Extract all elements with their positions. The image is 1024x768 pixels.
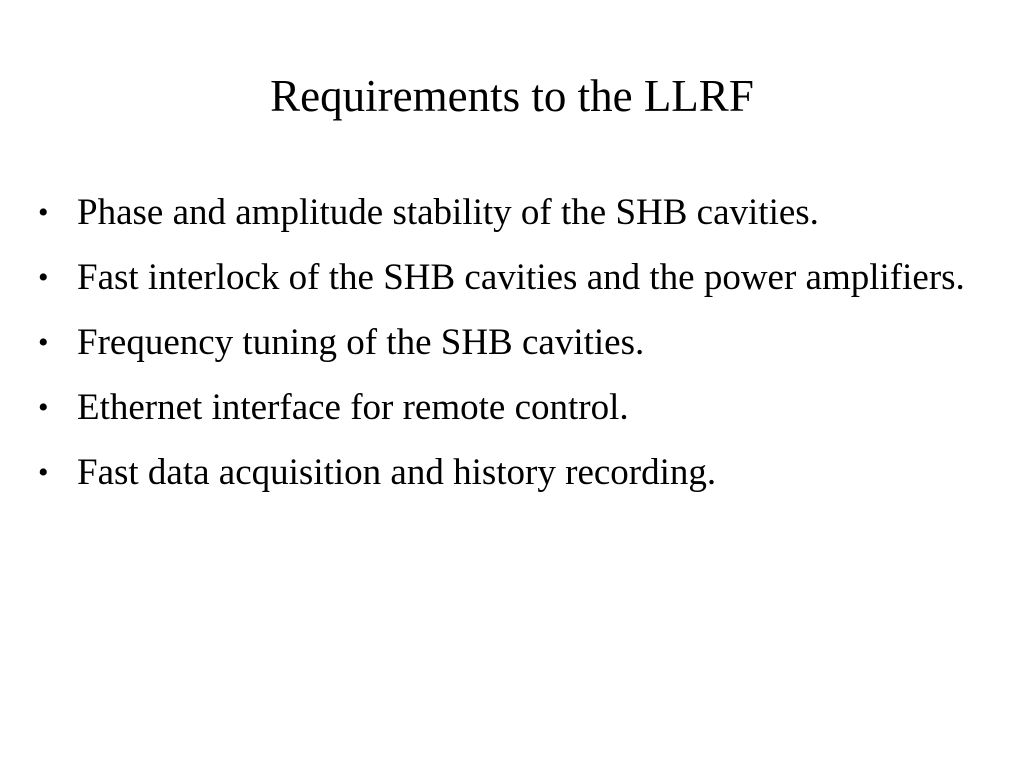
list-item bbox=[38, 450, 986, 496]
list-item-text: Fast data acquisition and history recording. bbox=[77, 452, 717, 493]
list-item-text: Ethernet interface for remote control. bbox=[77, 387, 629, 428]
bullet-icon: • bbox=[38, 261, 49, 294]
list-item bbox=[38, 320, 986, 366]
bullet-icon: • bbox=[38, 326, 49, 359]
list-item bbox=[38, 255, 986, 301]
list-item bbox=[38, 385, 986, 431]
bullet-icon: • bbox=[38, 456, 49, 489]
list-item bbox=[38, 190, 986, 236]
bullet-list bbox=[38, 190, 986, 515]
bullet-icon: • bbox=[38, 391, 49, 424]
list-item-text: Frequency tuning of the SHB cavities. bbox=[77, 322, 645, 363]
bullet-icon: • bbox=[38, 196, 49, 229]
slide-title: Requirements to the LLRF bbox=[270, 71, 754, 121]
list-item-text: Phase and amplitude stability of the SHB cavities. bbox=[77, 192, 819, 233]
list-item-text: Fast interlock of the SHB cavities and the power amplifiers. bbox=[77, 257, 965, 298]
